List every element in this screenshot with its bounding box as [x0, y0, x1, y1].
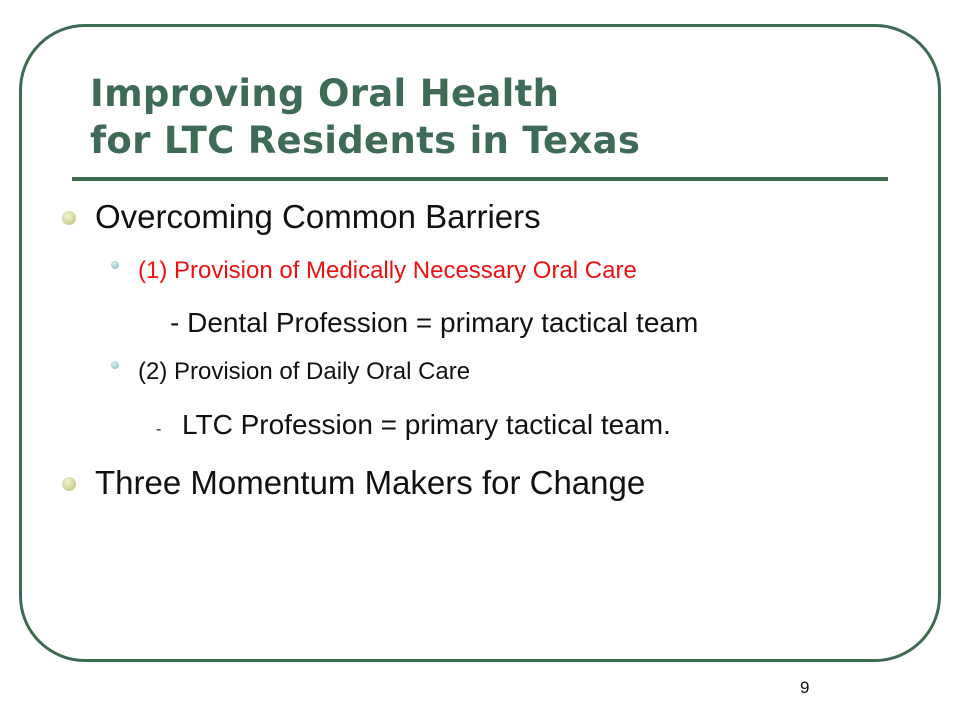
bullet-dot-icon [62, 477, 76, 491]
title-line-2: for LTC Residents in Texas [90, 119, 641, 162]
sub-bullet-dot-icon [111, 261, 119, 269]
title-line-1: Improving Oral Health [90, 72, 560, 115]
slide-title [90, 70, 640, 164]
title-divider [72, 177, 888, 181]
sub-bullet-daily-oral-care: (2) Provision of Daily Oral Care [138, 358, 471, 385]
detail-dash: - [156, 421, 162, 438]
bullet-overcoming-barriers: Overcoming Common Barriers [95, 198, 541, 235]
sub-bullet-medically-necessary: (1) Provision of Medically Necessary Oral Care [138, 257, 637, 284]
detail-dental-profession: - Dental Profession = primary tactical team [170, 307, 699, 338]
bullet-dot-icon [62, 211, 76, 225]
page-number: 9 [800, 678, 810, 697]
bullet-momentum-makers: Three Momentum Makers for Change [95, 464, 646, 501]
sub-bullet-dot-icon [111, 361, 119, 369]
detail-ltc-profession: LTC Profession = primary tactical team. [182, 409, 671, 440]
